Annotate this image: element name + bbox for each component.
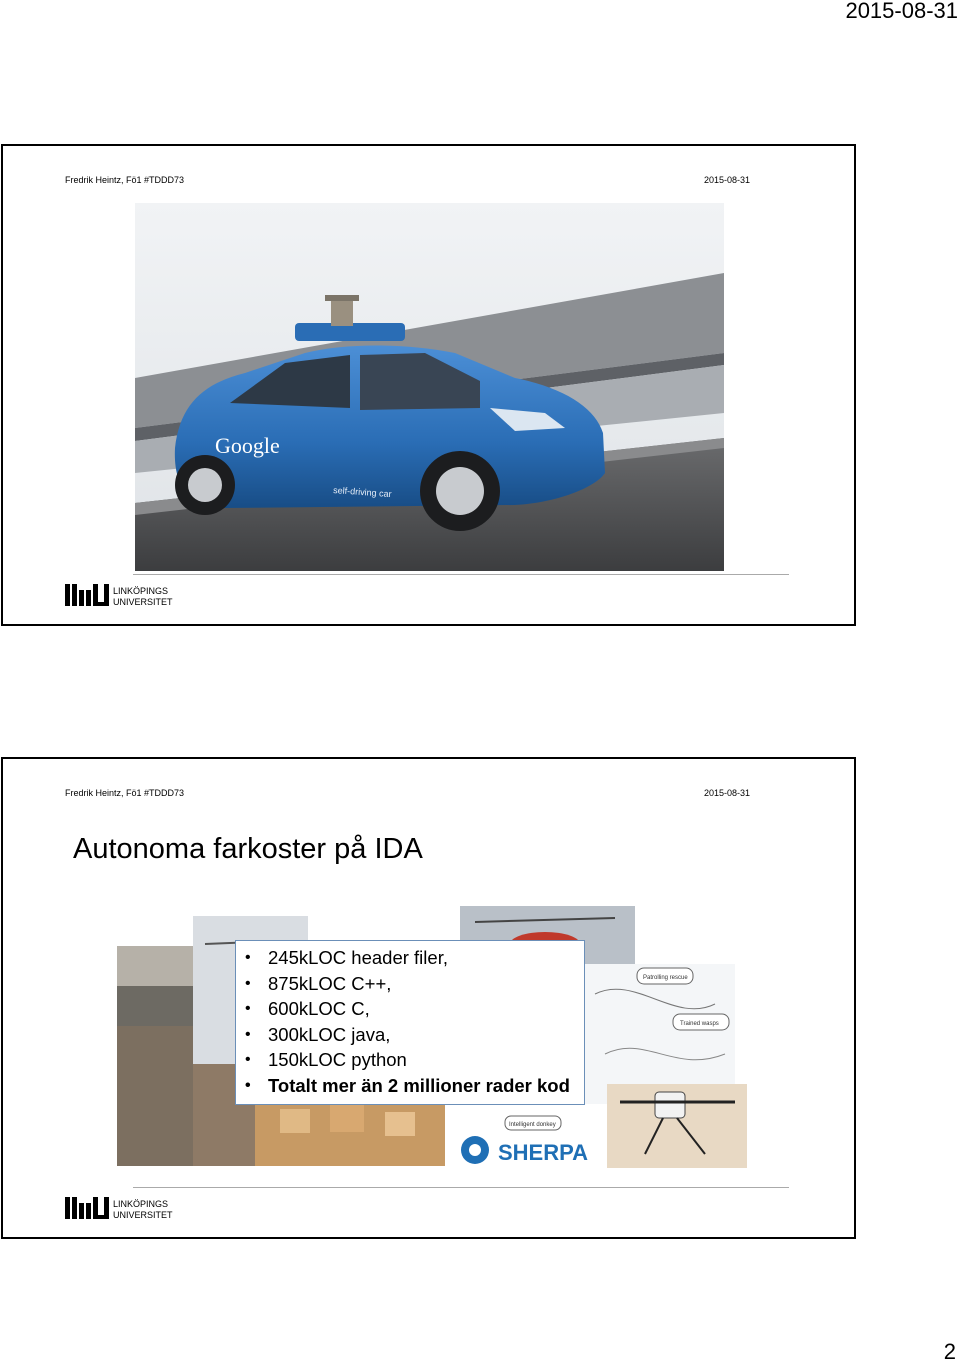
slide-author: Fredrik Heintz, Fö1 #TDDD73 [65, 175, 185, 185]
logo-line-2: UNIVERSITET [113, 597, 173, 607]
slide-title: Autonoma farkoster på IDA [73, 833, 423, 865]
logo-line-1: LINKÖPINGS [113, 1199, 169, 1209]
list-item: • 245kLOC header filer, [242, 945, 584, 971]
list-item-total: • Totalt mer än 2 millioner rader kod [242, 1073, 584, 1099]
slide-1 [1, 144, 856, 626]
slide-2 [1, 757, 856, 1239]
bubble-wasps: Trained wasps [680, 1021, 719, 1027]
page-number: 2 [943, 1339, 956, 1364]
loc-statistics-box [235, 940, 585, 1105]
footer-divider [133, 574, 789, 575]
list-item: • 600kLOC C, [242, 996, 584, 1022]
slide-date: 2015-08-31 [703, 175, 750, 185]
logo-line-1: LINKÖPINGS [113, 586, 169, 596]
logo-line-2: UNIVERSITET [113, 1210, 173, 1220]
bubble-donkey: Intelligent donkey [509, 1122, 556, 1128]
page-date: 2015-08-31 [845, 0, 958, 23]
liu-logo [65, 582, 175, 612]
google-self-driving-car-photo [135, 203, 724, 571]
list-item: • 300kLOC java, [242, 1022, 584, 1048]
list-item: • 150kLOC python [242, 1047, 584, 1073]
bubble-patrolling: Patrolling rescue [643, 975, 688, 981]
loc-statistics-list [242, 945, 584, 1099]
list-item: • 875kLOC C++, [242, 971, 584, 997]
slide-date: 2015-08-31 [703, 788, 750, 798]
sherpa-logo-text: SHERPA [498, 1140, 589, 1165]
car-caption-text: self-driving car [332, 485, 392, 500]
slide-author: Fredrik Heintz, Fö1 #TDDD73 [65, 788, 185, 798]
footer-divider [133, 1187, 789, 1188]
liu-logo [65, 1195, 175, 1225]
car-brand-text: Google [215, 433, 280, 458]
